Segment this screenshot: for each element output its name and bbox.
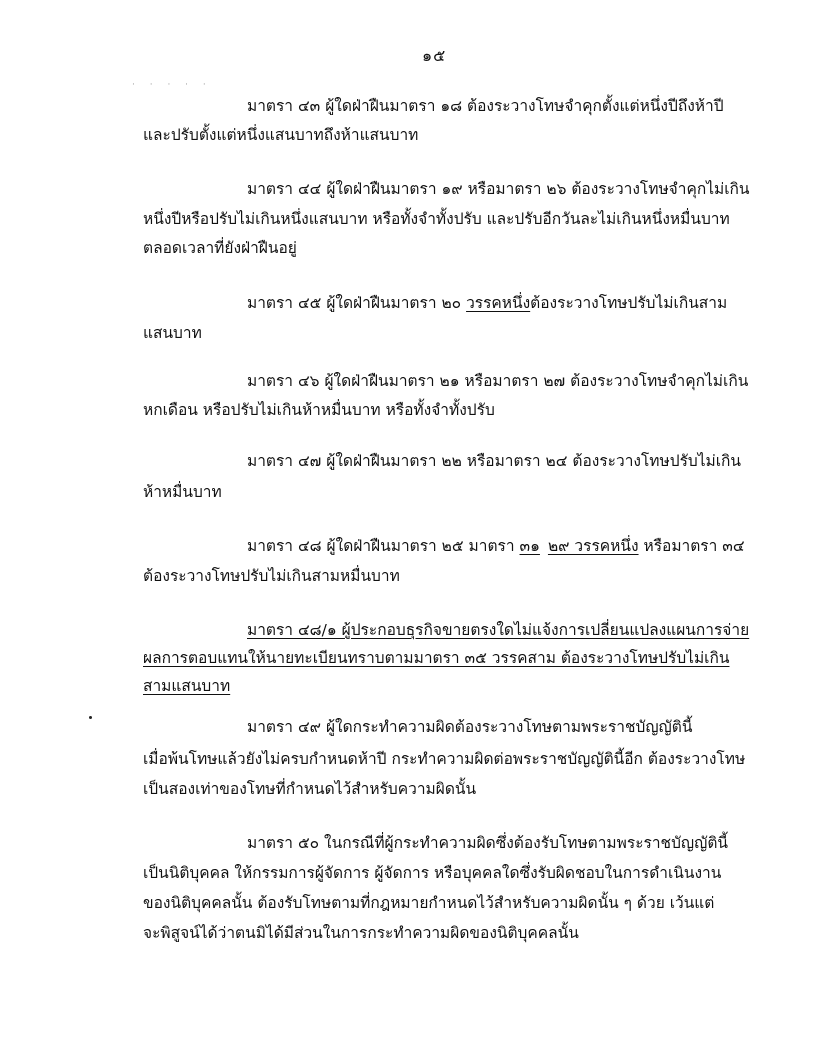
section-45-amended-text: วรรคหนึ่ง <box>466 294 531 312</box>
section-48-1-line-2: ผลการตอบแทนให้นายทะเบียนทราบตามมาตรา ๓๕ วรรคสาม ต้องระวางโทษปรับไม่เกิน <box>143 649 730 667</box>
scan-speck <box>89 716 92 719</box>
section-50-line-1: มาตรา ๕๐ ในกรณีที่ผู้กระทำความผิดซึ่งต้องรับโทษตามพระราชบัญญัตินี้ <box>247 834 728 852</box>
section-47-line-1: มาตรา ๔๗ ผู้ใดฝ่าฝืนมาตรา ๒๒ หรือมาตรา ๒๔ ต้องระวางโทษปรับไม่เกิน <box>247 452 742 470</box>
scan-noise: · · · · · <box>132 80 212 90</box>
section-46-line-1: มาตรา ๔๖ ผู้ใดฝ่าฝืนมาตรา ๒๑ หรือมาตรา ๒๗ ต้องระวางโทษจำคุกไม่เกิน <box>247 372 749 390</box>
section-49-line-1: มาตรา ๔๙ ผู้ใดกระทำความผิดต้องระวางโทษตามพระราชบัญญัตินี้ <box>247 718 693 736</box>
section-48-text-a: มาตรา ๔๘ ผู้ใดฝ่าฝืนมาตรา ๒๕ มาตรา <box>247 537 520 555</box>
section-48-1-line-1: มาตรา ๔๘/๑ ผู้ประกอบธุรกิจขายตรงใดไม่แจ้งการเปลี่ยนแปลงแผนการจ่าย <box>247 621 750 639</box>
section-50-line-3: ของนิติบุคคลนั้น ต้องรับโทษตามที่กฎหมายกำหนดไว้สำหรับความผิดนั้น ๆ ด้วย เว้นแต่ <box>143 894 715 912</box>
page-number: ๑๕ <box>422 46 447 65</box>
section-45-text-b: ต้องระวางโทษปรับไม่เกินสาม <box>530 294 728 312</box>
section-44-line-1: มาตรา ๔๔ ผู้ใดฝ่าฝืนมาตรา ๑๙ หรือมาตรา ๒๖ ต้องระวางโทษจำคุกไม่เกิน <box>247 180 750 198</box>
section-48-amended-text-2: ๒๙ วรรคหนึ่ง <box>547 537 639 555</box>
section-47-line-2: ห้าหมื่นบาท <box>143 483 222 501</box>
section-50-line-2: เป็นนิติบุคคล ให้กรรมการผู้จัดการ ผู้จัดการ หรือบุคคลใดซึ่งรับผิดชอบในการดำเนินงาน <box>143 864 722 882</box>
section-46-line-2: หกเดือน หรือปรับไม่เกินห้าหมื่นบาท หรือทั้งจำทั้งปรับ <box>143 401 495 419</box>
section-45-line-2: แสนบาท <box>143 324 202 342</box>
section-48-line-2: ต้องระวางโทษปรับไม่เกินสามหมื่นบาท <box>143 567 400 585</box>
section-44-line-2: หนึ่งปีหรือปรับไม่เกินหนึ่งแสนบาท หรือทั้งจำทั้งปรับ และปรับอีกวันละไม่เกินหนึ่งหมื่นบาท <box>143 210 730 228</box>
section-45-text-a: มาตรา ๔๕ ผู้ใดฝ่าฝืนมาตรา ๒๐ <box>247 294 467 312</box>
section-48-1-line-3: สามแสนบาท <box>143 677 231 695</box>
section-48-amended-text-1: ๓๑ <box>519 537 540 555</box>
section-49-line-3: เป็นสองเท่าของโทษที่กำหนดไว้สำหรับความผิดนั้น <box>143 780 477 798</box>
section-45-line-1 <box>247 292 727 314</box>
section-50-line-4: จะพิสูจน์ได้ว่าตนมิได้มีส่วนในการกระทำความผิดของนิติบุคคลนั้น <box>143 924 579 942</box>
section-43-line-1: มาตรา ๔๓ ผู้ใดฝ่าฝืนมาตรา ๑๘ ต้องระวางโทษจำคุกตั้งแต่หนึ่งปีถึงห้าปี <box>247 97 724 115</box>
section-43-line-2: และปรับตั้งแต่หนึ่งแสนบาทถึงห้าแสนบาท <box>143 126 419 144</box>
section-48-text-b: หรือมาตรา ๓๔ <box>638 537 745 555</box>
section-49-line-2: เมื่อพ้นโทษแล้วยังไม่ครบกำหนดห้าปี กระทำความผิดต่อพระราชบัญญัตินี้อีก ต้องระวางโทษ <box>143 750 746 768</box>
section-44-line-3: ตลอดเวลาที่ยังฝ่าฝืนอยู่ <box>143 239 297 257</box>
section-48-line-1 <box>247 535 745 557</box>
